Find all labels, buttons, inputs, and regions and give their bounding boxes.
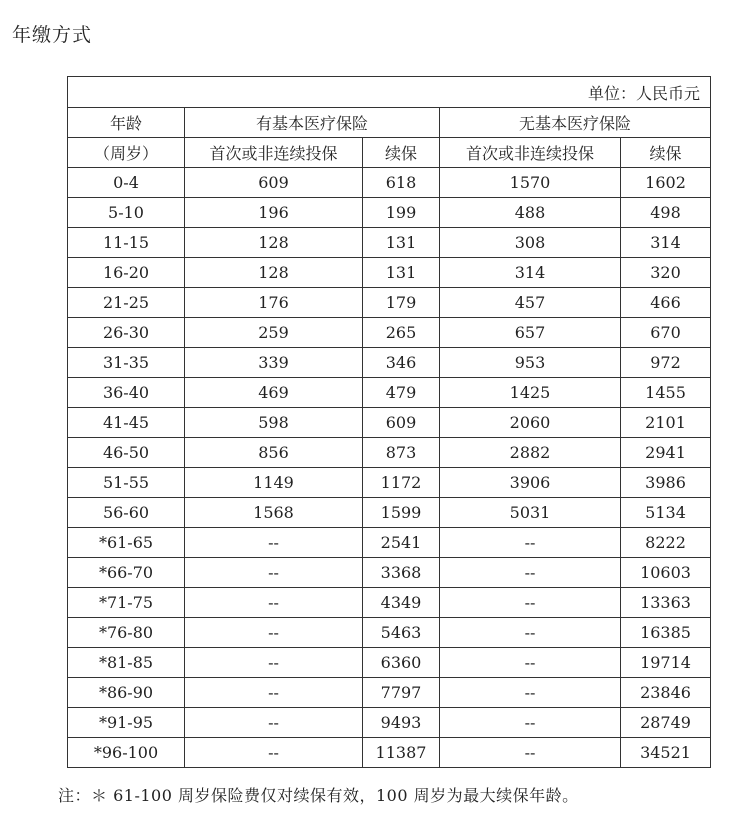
without-first-cell: 3906 xyxy=(440,468,621,498)
header-row-2 xyxy=(68,138,711,168)
without-first-cell: -- xyxy=(440,558,621,588)
with-first-cell: 259 xyxy=(185,318,363,348)
with-first-cell: 1149 xyxy=(185,468,363,498)
age-cell: *71-75 xyxy=(68,588,185,618)
with-renew-cell: 179 xyxy=(363,288,440,318)
without-first-cell: -- xyxy=(440,618,621,648)
without-renew-cell: 498 xyxy=(621,198,711,228)
without-renew-cell: 972 xyxy=(621,348,711,378)
age-unit-header: （周岁） xyxy=(68,138,185,168)
table-row xyxy=(68,408,711,438)
without-first-cell: 488 xyxy=(440,198,621,228)
without-first-cell: -- xyxy=(440,678,621,708)
premium-table xyxy=(67,76,711,768)
with-renew-cell: 9493 xyxy=(363,708,440,738)
with-first-cell: 128 xyxy=(185,228,363,258)
table-row xyxy=(68,318,711,348)
with-renew-cell: 6360 xyxy=(363,648,440,678)
age-cell: *91-95 xyxy=(68,708,185,738)
with-first-cell: 469 xyxy=(185,378,363,408)
age-cell: 0-4 xyxy=(68,168,185,198)
with-renew-cell: 1172 xyxy=(363,468,440,498)
without-renew-cell: 16385 xyxy=(621,618,711,648)
table-row xyxy=(68,258,711,288)
without-renew-cell: 1602 xyxy=(621,168,711,198)
without-first-cell: 657 xyxy=(440,318,621,348)
without-renew-cell: 19714 xyxy=(621,648,711,678)
table-row xyxy=(68,708,711,738)
without-first-cell: 1570 xyxy=(440,168,621,198)
without-first-cell: 314 xyxy=(440,258,621,288)
table-row xyxy=(68,618,711,648)
age-cell: 31-35 xyxy=(68,348,185,378)
without-first-cell: 2060 xyxy=(440,408,621,438)
with-renew-cell: 11387 xyxy=(363,738,440,768)
with-first-cell: -- xyxy=(185,528,363,558)
with-renew-cell: 618 xyxy=(363,168,440,198)
without-renew-cell: 5134 xyxy=(621,498,711,528)
with-first-cell: -- xyxy=(185,558,363,588)
with-renew-cell: 609 xyxy=(363,408,440,438)
table-row xyxy=(68,648,711,678)
with-first-cell: -- xyxy=(185,648,363,678)
table-row xyxy=(68,558,711,588)
table-row xyxy=(68,198,711,228)
without-first-cell: 2882 xyxy=(440,438,621,468)
age-cell: *81-85 xyxy=(68,648,185,678)
age-cell: 5-10 xyxy=(68,198,185,228)
without-renew-cell: 670 xyxy=(621,318,711,348)
with-first-cell: 1568 xyxy=(185,498,363,528)
without-renew-cell: 2101 xyxy=(621,408,711,438)
header-row-1 xyxy=(68,108,711,138)
with-renew-cell: 2541 xyxy=(363,528,440,558)
with-first-cell: -- xyxy=(185,588,363,618)
table-row xyxy=(68,528,711,558)
without-renew-cell: 13363 xyxy=(621,588,711,618)
without-first-cell: -- xyxy=(440,528,621,558)
without-first-cell: -- xyxy=(440,588,621,618)
without-renew-cell: 2941 xyxy=(621,438,711,468)
age-cell: *61-65 xyxy=(68,528,185,558)
age-cell: *66-70 xyxy=(68,558,185,588)
with-first-cell: -- xyxy=(185,708,363,738)
without-first-cell: -- xyxy=(440,738,621,768)
with-first-cell: 196 xyxy=(185,198,363,228)
with-first-cell: 856 xyxy=(185,438,363,468)
with-renew-cell: 346 xyxy=(363,348,440,378)
table-row xyxy=(68,378,711,408)
without-renew-cell: 320 xyxy=(621,258,711,288)
without-first-cell: 5031 xyxy=(440,498,621,528)
with-renew-cell: 1599 xyxy=(363,498,440,528)
age-cell: *96-100 xyxy=(68,738,185,768)
without-renew-cell: 10603 xyxy=(621,558,711,588)
with-renew-cell: 4349 xyxy=(363,588,440,618)
with-first-cell: -- xyxy=(185,678,363,708)
unit-label: 单位：人民币元 xyxy=(68,77,711,108)
age-cell: *76-80 xyxy=(68,618,185,648)
age-cell: *86-90 xyxy=(68,678,185,708)
age-cell: 46-50 xyxy=(68,438,185,468)
with-renew-header: 续保 xyxy=(363,138,440,168)
footnote: 注：＊ 61-100 周岁保险费仅对续保有效，100 周岁为最大续保年龄。 xyxy=(58,786,579,805)
without-first-header: 首次或非连续投保 xyxy=(440,138,621,168)
with-first-header: 首次或非连续投保 xyxy=(185,138,363,168)
without-renew-header: 续保 xyxy=(621,138,711,168)
with-renew-cell: 479 xyxy=(363,378,440,408)
age-cell: 26-30 xyxy=(68,318,185,348)
without-renew-cell: 3986 xyxy=(621,468,711,498)
with-renew-cell: 7797 xyxy=(363,678,440,708)
table-row xyxy=(68,438,711,468)
with-first-cell: 339 xyxy=(185,348,363,378)
table-row xyxy=(68,738,711,768)
with-first-cell: 176 xyxy=(185,288,363,318)
with-first-cell: -- xyxy=(185,618,363,648)
table-row xyxy=(68,348,711,378)
without-renew-cell: 28749 xyxy=(621,708,711,738)
age-cell: 21-25 xyxy=(68,288,185,318)
without-first-cell: 457 xyxy=(440,288,621,318)
with-first-cell: 609 xyxy=(185,168,363,198)
without-renew-cell: 314 xyxy=(621,228,711,258)
age-cell: 16-20 xyxy=(68,258,185,288)
page-title: 年缴方式 xyxy=(12,24,93,46)
with-renew-cell: 131 xyxy=(363,258,440,288)
without-insurance-header: 无基本医疗保险 xyxy=(440,108,711,138)
with-first-cell: 598 xyxy=(185,408,363,438)
table-row xyxy=(68,588,711,618)
age-header: 年龄 xyxy=(68,108,185,138)
with-renew-cell: 131 xyxy=(363,228,440,258)
table-row xyxy=(68,228,711,258)
with-first-cell: 128 xyxy=(185,258,363,288)
table-row xyxy=(68,498,711,528)
with-renew-cell: 5463 xyxy=(363,618,440,648)
age-cell: 36-40 xyxy=(68,378,185,408)
age-cell: 56-60 xyxy=(68,498,185,528)
with-renew-cell: 873 xyxy=(363,438,440,468)
without-first-cell: -- xyxy=(440,648,621,678)
with-renew-cell: 199 xyxy=(363,198,440,228)
with-renew-cell: 265 xyxy=(363,318,440,348)
without-renew-cell: 34521 xyxy=(621,738,711,768)
table-row xyxy=(68,168,711,198)
with-renew-cell: 3368 xyxy=(363,558,440,588)
without-renew-cell: 8222 xyxy=(621,528,711,558)
without-renew-cell: 466 xyxy=(621,288,711,318)
unit-row xyxy=(68,77,711,108)
without-renew-cell: 23846 xyxy=(621,678,711,708)
without-renew-cell: 1455 xyxy=(621,378,711,408)
table-row xyxy=(68,678,711,708)
age-cell: 11-15 xyxy=(68,228,185,258)
table-row xyxy=(68,288,711,318)
with-insurance-header: 有基本医疗保险 xyxy=(185,108,440,138)
age-cell: 51-55 xyxy=(68,468,185,498)
table-row xyxy=(68,468,711,498)
with-first-cell: -- xyxy=(185,738,363,768)
without-first-cell: -- xyxy=(440,708,621,738)
age-cell: 41-45 xyxy=(68,408,185,438)
without-first-cell: 953 xyxy=(440,348,621,378)
without-first-cell: 1425 xyxy=(440,378,621,408)
without-first-cell: 308 xyxy=(440,228,621,258)
